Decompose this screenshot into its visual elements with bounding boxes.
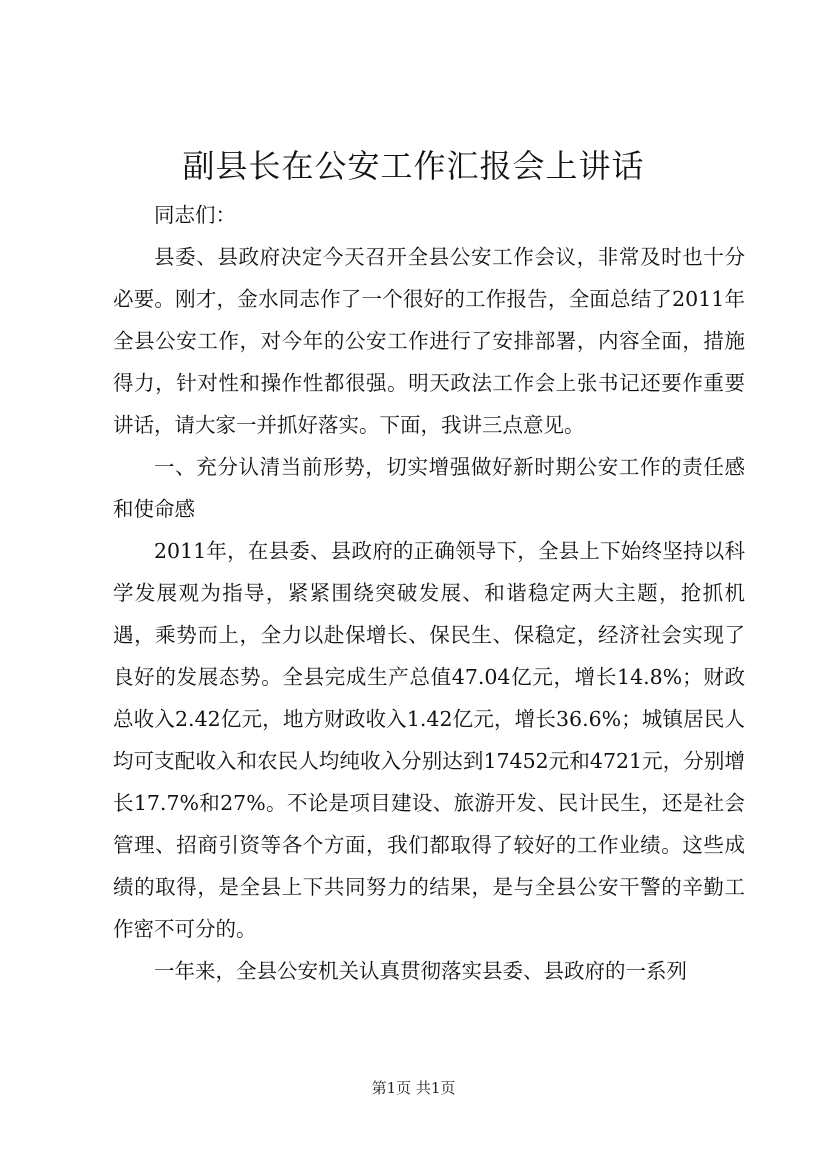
- document-title: 副县长在公安工作汇报会上讲话: [182, 147, 645, 185]
- page-footer: 第1页 共1页: [371, 1079, 456, 1097]
- continuation-paragraph: 一年来，全县公安机关认真贯彻落实县委、县政府的一系列: [154, 959, 687, 983]
- document-body: [113, 194, 745, 992]
- salutation-paragraph: 同志们：: [154, 203, 236, 227]
- section-heading-paragraph: 一、充分认清当前形势，切实增强做好新时期公安工作的责任感和使命感: [113, 455, 745, 521]
- intro-paragraph: 县委、县政府决定今天召开全县公安工作会议，非常及时也十分必要。刚才，金水同志作了一个很好的工作报告，全面总结了2011年全县公安工作，对今年的公安工作进行了安排部署，内容全面，措施得力，针对性和操作性都很强。明天政法工作会上张书记还要作重要讲话，请大家一并抓好落实。下面，我讲三点意见。: [113, 245, 745, 437]
- achievements-paragraph: 2011年，在县委、县政府的正确领导下，全县上下始终坚持以科学发展观为指导，紧紧围绕突破发展、和谐稳定两大主题，抢抓机遇，乘势而上，全力以赴保增长、保民生、保稳定，经济社会实现了良好的发展态势。全县完成生产总值47.04亿元，增长14.8%；财政总收入2.42亿元，地方财政收入1.42亿元，增长36.6%；城镇居民人均可支配收入和农民人均纯收入分别达到17452元和4721元，分别增长17.7%和27%。不论是项目建设、旅游开发、民计民生，还是社会管理、招商引资等各个方面，我们都取得了较好的工作业绩。这些成绩的取得，是全县上下共同努力的结果，是与全县公安干警的辛勤工作密不可分的。: [113, 539, 745, 941]
